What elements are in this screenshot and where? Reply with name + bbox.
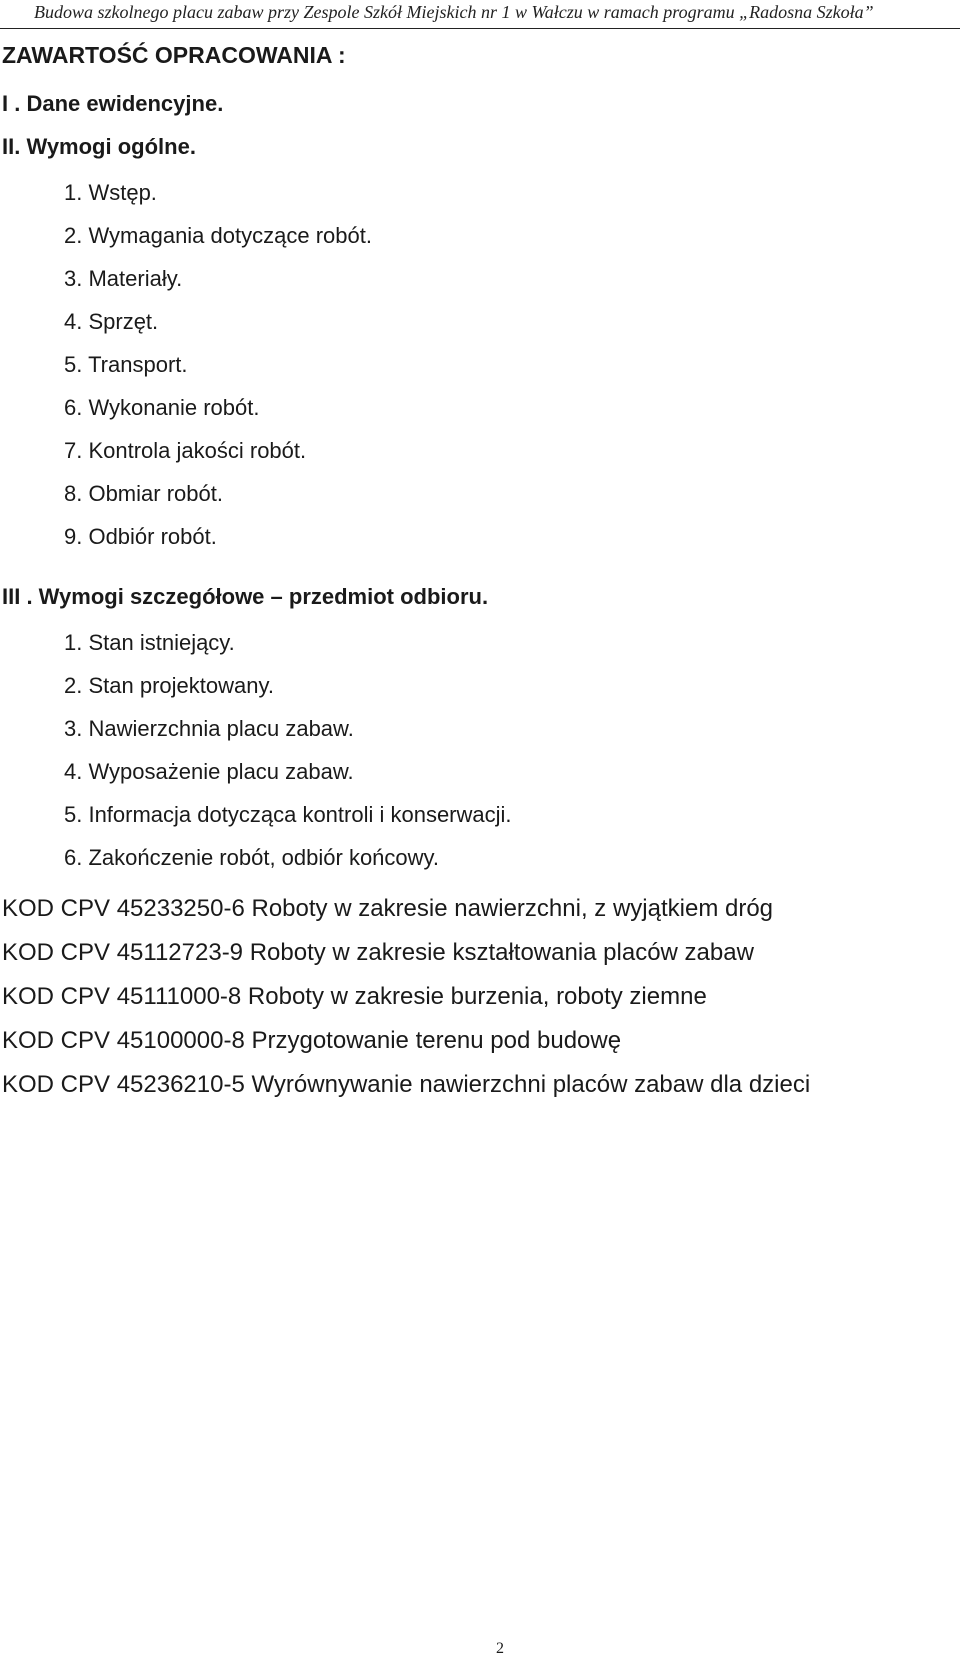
page-number: 2: [496, 1640, 504, 1657]
list-item: 2. Wymagania dotyczące robót.: [64, 223, 372, 248]
cpv-code: KOD CPV 45112723-9 Roboty w zakresie kształtowania placów zabaw: [2, 939, 754, 966]
list-item: 7. Kontrola jakości robót.: [64, 438, 307, 463]
list-item: 4. Wyposażenie placu zabaw.: [64, 759, 354, 784]
list-item: 9. Odbiór robót.: [64, 524, 217, 549]
list-item: 3. Materiały.: [64, 266, 183, 291]
list-item: 1. Wstęp.: [64, 180, 157, 205]
section-heading: III . Wymogi szczegółowe – przedmiot odbioru.: [2, 584, 489, 609]
list-item: 1. Stan istniejący.: [64, 630, 235, 655]
cpv-code: KOD CPV 45233250-6 Roboty w zakresie nawierzchni, z wyjątkiem dróg: [2, 895, 774, 922]
document-title: ZAWARTOŚĆ OPRACOWANIA :: [2, 42, 346, 68]
page-header: [0, 0, 960, 29]
list-item: 2. Stan projektowany.: [64, 673, 274, 698]
list-item: 4. Sprzęt.: [64, 309, 159, 334]
list-item: 6. Wykonanie robót.: [64, 395, 260, 420]
section-heading: II. Wymogi ogólne.: [2, 134, 196, 159]
list-item: 3. Nawierzchnia placu zabaw.: [64, 716, 354, 741]
running-title: Budowa szkolnego placu zabaw przy Zespole Szkół Miejskich nr 1 w Wałczu w ramach programu „Radosna Szkoła”: [34, 2, 874, 22]
list-item: 5. Transport.: [64, 352, 188, 377]
list-item: 6. Zakończenie robót, odbiór końcowy.: [64, 845, 440, 870]
section-heading: I . Dane ewidencyjne.: [2, 91, 224, 116]
cpv-code: KOD CPV 45111000-8 Roboty w zakresie burzenia, roboty ziemne: [2, 983, 707, 1010]
list-item: 8. Obmiar robót.: [64, 481, 223, 506]
cpv-code: KOD CPV 45100000-8 Przygotowanie terenu pod budowę: [2, 1027, 622, 1054]
list-item: 5. Informacja dotycząca kontroli i konserwacji.: [64, 802, 512, 827]
cpv-code: KOD CPV 45236210-5 Wyrównywanie nawierzchni placów zabaw dla dzieci: [2, 1071, 811, 1098]
